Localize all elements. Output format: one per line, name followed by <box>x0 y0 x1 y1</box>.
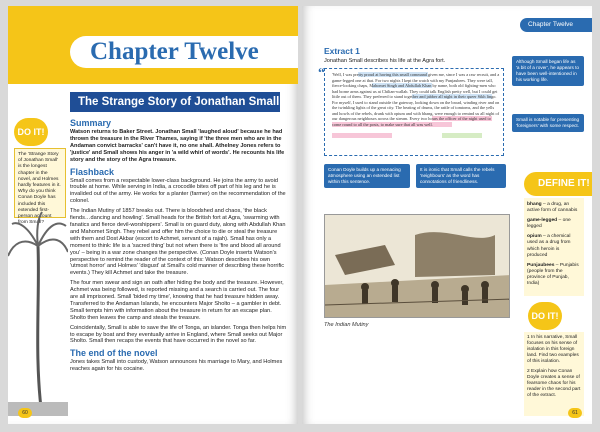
do-it-box: The 'Strange Story of Jonathan Small' is the longest chapter in the novel, and Holmes hardly features in it. Why do you think Conan Doyle has included this extended first-person account from Small? <box>14 148 66 218</box>
palm-tree-illustration <box>8 206 68 416</box>
summary-paragraph: Watson returns to Baker Street. Jonathan Small 'laughed aloud' because he had thrown the treasure in the River Thames, saying if 'the three men who are in the Andaman convict barracks' can't have it, no one shall. Athelney Jones refers to 'justice' and Small shows his anger in 'a wild whirl of words'. He recounts his life story and the story of the Agra treasure. <box>70 129 285 163</box>
flashback-paragraph-2: The Indian Mutiny of 1857 breaks out. There is bloodshed and chaos, 'the black fiends…dancing and howling'. Small heads for the British fort at Agra, 'swarming with fanatics and fierce devil-worshippers'. Small is on guard duty, along with Abdullah Khan and Mahomet Singh. They rebel and offer him the choice to die or steal the treasure with them and Dost Akbar (escort to Achmet, servant of a rajah). Small has only a moment to think: life is a 'sacred thing' but not when there is 'fire and blood all around you' – being in a war zone changes the perspective. (Conan Doyle inserts Watson's perspective to remind the reader of the context of this: Watson describes his own 'utmost horror' and Holmes' 'disgust' at Small's cold manner of describing these horrific events.) They kill Achmet and take the treasure. <box>70 208 286 277</box>
illustration-caption: The Indian Mutiny <box>324 322 369 328</box>
heading-flashback: Flashback <box>70 166 115 177</box>
indian-mutiny-illustration <box>324 214 510 318</box>
highlight-pink <box>332 133 392 138</box>
annotation-note: Although Small began life as 'a bit of a rover', he appears to have been well-intentioned in his working life. <box>512 56 584 86</box>
left-page <box>8 6 298 424</box>
annotation-note: Conan Doyle builds up a menacing atmosphere using an extended list within this sentence. <box>324 164 410 188</box>
extract-subtitle: Jonathan Small describes his life at the Agra fort. <box>324 58 446 64</box>
do-it-badge: DO IT! <box>14 118 48 146</box>
end-paragraph: Jones takes Small into custody, Watson announces his marriage to Mary, and Holmes reaches again for his cocaine. <box>70 359 283 373</box>
page-number: 60 <box>18 408 32 418</box>
right-page <box>302 6 592 424</box>
body-text <box>70 116 288 376</box>
glossary-item: Punjaubees – Punjabis (people from the province of Punjab, India) <box>527 262 579 287</box>
flashback-paragraph-1: Small comes from a respectable lower-class background. He joins the army to avoid trouble at home. While serving in India, a crocodile bites off part of his leg and he is invalided out of the army. He works for a planter (farmer) on the recommendation of the colonel. <box>70 177 286 205</box>
define-it-badge: DEFINE IT! <box>524 172 592 196</box>
highlight-green <box>442 133 482 138</box>
quote-mark-icon: “ <box>318 66 325 81</box>
page-number: 61 <box>568 408 582 418</box>
glossary-item: opium – a chemical used as a drug from which heroin is produced <box>527 234 571 258</box>
glossary-item: bhang – a drug, an active form of cannabis <box>527 202 578 214</box>
do-it-badge: DO IT! <box>528 302 562 330</box>
flashback-paragraph-3: The four men swear and sign an oath after hiding the body and the treasure. However, Achmet was being followed, is reported missing and a search is carried out. The four are all imprisoned. Small 'bided my time', knowing that he had treasure hidden away. Transferred to the Andaman Islands, he encounters Major Sholto – a gambler in debt. Small tempts him with information about the treasure in return for an escape plan. Sholto then leaves the camp and steals the treasure. <box>70 280 284 321</box>
heading-summary: Summary <box>70 118 112 128</box>
extract-text: 'Well, I was pretty proud at having this small command given me, since I was a raw recruit, and a game-legged one at that. For two nights I kept the watch with my Punjaubees. They were tall, fierce-looking chaps, Mahomet Singh and Abdullah Khan by name, both old fighting-men who had borne arms against us at Chilian-wallah. They could talk English pretty well, but I could get little out of them. They preferred to stand together and jabber all night in their queer Sikh lingo. For myself, I used to stand outside the gateway, looking down on the broad, winding river and on the twinkling lights of the great city. The beating of drums, the rattle of tomtoms, and the yells and howls of the rebels, drunk with opium and with bhang, were enough to remind us all night of our dangerous neighbours across the stream. Every two hours the officer of the night used to come round to all the posts, to make sure that all was well. <box>332 72 500 127</box>
annotation-note: Small is notable for presenting 'foreigners' with some respect. <box>512 114 584 132</box>
annotation-note: It is ironic that Small calls the rebels 'neighbours' as the word has connotations of friendliness. <box>416 164 506 188</box>
task-item: 1 In his narrative, Small focuses on his sense of isolation in this foreign land. Find two examples of this isolation. <box>527 335 579 364</box>
task-item: 2 Explain how Conan Doyle creates a sense of fearsome chaos for his reader in the second part of the extract. <box>527 369 581 398</box>
do-it-tasks <box>524 332 584 416</box>
chapter-tab: Chapter Twelve <box>520 18 592 32</box>
glossary-box <box>524 198 584 296</box>
flashback-paragraph-4: Coincidentally, Small is able to save the life of Tonga, an islander. Tonga then helps him to escape by boat and they eventually arrive in England, where Small seeks out Major Sholto. Small then recaps the events that have occurred in the novel so far. <box>70 324 287 345</box>
glossary-item: game-legged – one legged <box>527 218 571 230</box>
chapter-title: Chapter Twelve <box>70 36 298 68</box>
section-title: The Strange Story of Jonathan Small <box>70 92 280 112</box>
heading-end: The end of the novel <box>70 348 158 359</box>
extract-title: Extract 1 <box>324 46 360 56</box>
